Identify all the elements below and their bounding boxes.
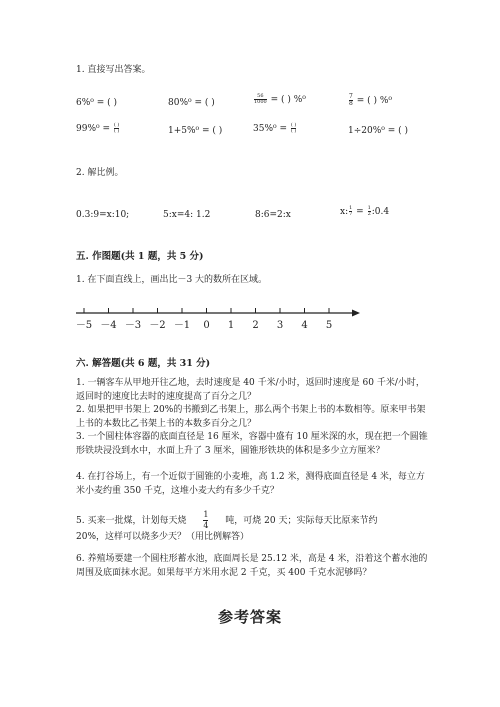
fraction-1-2 [368, 206, 371, 217]
fraction-1-4 [203, 510, 208, 531]
item-text: = ( ) %⁰ [353, 96, 392, 106]
item-56-over-1000 [253, 94, 306, 106]
number-line-tick-label: 0 [203, 320, 210, 331]
item-text: = ( ) %⁰ [267, 95, 306, 105]
fraction-denominator: ( ) [290, 128, 297, 134]
problem-5 [76, 510, 377, 531]
fraction-numerator: 7 [349, 93, 353, 100]
fraction-56-1000 [254, 94, 267, 105]
ratio-b: 5:x=4: 1.2 [163, 210, 211, 220]
fraction-denominator: 4 [203, 521, 209, 530]
fraction-numerator: 1 [367, 205, 371, 211]
problem-5-line-2: 20%，这样可以烧多少天？（用比例解答） [76, 532, 250, 542]
fraction-1-7 [349, 206, 352, 217]
fraction-numerator: 1 [203, 510, 209, 519]
number-line-tick-label: 5 [325, 320, 333, 331]
number-line [70, 303, 370, 337]
section-6-heading: 六. 解答题(共 6 题，共 31 分) [76, 358, 211, 369]
fraction-7-8 [349, 94, 353, 107]
item-text: 35%⁰ = [253, 124, 290, 134]
item-text: :0.4 [371, 207, 390, 217]
section-5-heading: 五. 作图题(共 1 题，共 5 分) [76, 251, 204, 262]
number-line-arrow [352, 310, 360, 317]
item-6-permille: 6%⁰ = ( ) [76, 98, 118, 108]
number-line-tick-label: 2 [252, 320, 259, 331]
ratio-a: 0.3:9=x:10; [76, 210, 130, 220]
fraction-blank [114, 123, 120, 134]
item-text: = [353, 207, 367, 217]
problem-5-text: 5. 买来一批煤，计划每天烧 [76, 516, 187, 526]
ratio-d [340, 206, 389, 218]
number-line-tick-label: －5 [75, 320, 93, 331]
number-line-tick-label: －3 [124, 320, 142, 331]
number-line-tick-label: －2 [149, 320, 166, 331]
fraction-numerator: ( ) [113, 122, 120, 128]
item-80-permille: 80%⁰ = ( ) [168, 98, 215, 108]
number-line-tick-label: 4 [301, 320, 308, 331]
number-line-tick-label: －1 [173, 320, 191, 331]
problem-3: 3. 一个圆柱体容器的底面直径是 16 厘米，容器中盛有 10 厘米深的水，现在把一个圆锥形铁块浸没到水中，水面上升了 3 厘米，圆锥形铁块的体积是多少立方厘米？ [76, 432, 428, 456]
fraction-denominator: ( ) [113, 128, 120, 134]
fraction-denominator: 2 [367, 211, 371, 217]
item-text: x: [340, 207, 349, 217]
item-1-plus-5-permille: 1+5%⁰ = ( ) [168, 126, 223, 136]
problem-5-text: 吨，可烧 20 天；实际每天比原来节约 [225, 516, 378, 526]
problem-4: 4. 在打谷场上，有一个近似于圆锥的小麦堆，高 1.2 米，测得底面直径是 4 米，每立方米小麦约重 350 千克，这堆小麦大约有多少千克？ [76, 472, 425, 496]
section-5-question-1: 1. 在下面直线上，画出比－3 大的数所在区域。 [76, 275, 268, 285]
fraction-blank [291, 123, 297, 134]
fraction-denominator: 7 [349, 211, 353, 217]
ratio-c: 8:6=2:x [255, 210, 291, 220]
number-line-tick-label: 1 [227, 320, 235, 331]
fraction-numerator: ( ) [290, 122, 297, 128]
fraction-numerator: 56 [257, 93, 264, 99]
fraction-numerator: 1 [349, 205, 353, 211]
item-text: 99%⁰ = [76, 124, 113, 134]
problem-2: 2. 如果把甲书架上 20%的书搬到乙书架上，那么两个书架上书的本数相等。原来甲书架上书的本数比乙书架上书的本数多百分之几？ [76, 405, 426, 429]
item-35-permille [253, 123, 297, 135]
item-99-permille [76, 123, 120, 135]
answer-title: 参考答案 [218, 608, 283, 626]
fraction-denominator: 8 [349, 100, 353, 107]
question-2-title: 2. 解比例。 [76, 168, 124, 178]
number-line-tick-label: －4 [100, 320, 117, 331]
item-1-div-20-permille: 1÷20%⁰ = ( ) [348, 126, 409, 136]
problem-6: 6. 养殖场要建一个圆柱形蓄水池，底面周长是 25.12 米，高是 4 米，沿着这个蓄水池的周围及底面抹水泥。如果每平方米用水泥 2 千克，买 400 千克水泥够吗？ [76, 554, 428, 578]
fraction-denominator: 1000 [254, 99, 267, 105]
question-1-title: 1. 直接写出答案。 [76, 65, 151, 75]
item-7-over-8 [348, 94, 392, 107]
problem-1: 1. 一辆客车从甲地开往乙地，去时速度是 40 千米/小时，返回时速度是 60 千米/小时，返回时的速度比去时的速度提高了百分之几？ [76, 378, 425, 402]
number-line-tick-label: 3 [276, 320, 284, 331]
